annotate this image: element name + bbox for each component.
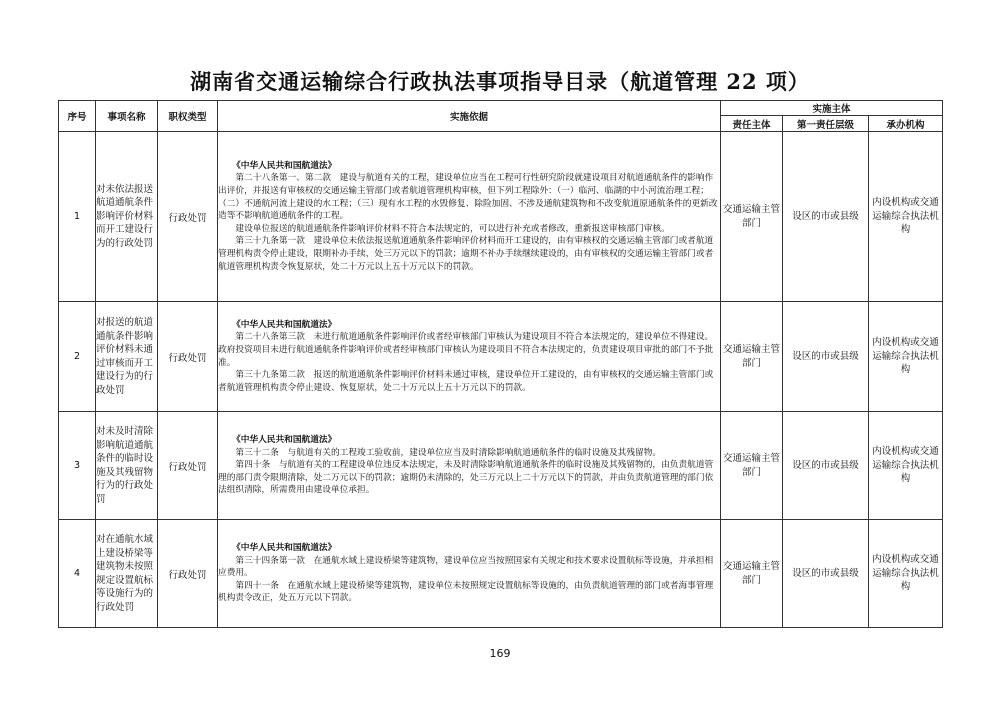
- row-organ: 内设机构或交通运输综合执法机构: [869, 520, 943, 628]
- row-responsible-subject: 交通运输主管部门: [721, 412, 783, 520]
- row-authority-type: 行政处罚: [158, 132, 218, 302]
- row-item-name: 对在通航水域上建设桥梁等建筑物未按照规定设置航标等设施行为的行政处罚: [96, 520, 158, 628]
- header-basis: 实施依据: [218, 101, 721, 132]
- header-type: 职权类型: [158, 101, 218, 132]
- row-first-level: 设区的市或县级: [783, 302, 869, 412]
- law-paragraph: 建设单位报送的航道通航条件影响评价材料不符合本法规定的，可以进行补充或者修改，重新报送审核部门审核。: [235, 223, 670, 234]
- table-row: [59, 302, 943, 412]
- row-authority-type: 行政处罚: [158, 412, 218, 520]
- law-title: 《中华人民共和国航道法》: [232, 435, 337, 446]
- row-organ: 内设机构或交通运输综合执法机构: [869, 132, 943, 302]
- row-legal-basis: [218, 412, 721, 520]
- row-responsible-subject: 交通运输主管部门: [721, 132, 783, 302]
- law-title: 《中华人民共和国航道法》: [232, 543, 337, 554]
- document-title: 湖南省交通运输综合行政执法事项指导目录（航道管理 22 项）: [190, 69, 810, 94]
- row-index: 4: [59, 520, 96, 628]
- row-organ: 内设机构或交通运输综合执法机构: [869, 302, 943, 412]
- law-paragraph: 第四十条 与航道有关的工程建设单位违反本法规定，未及时清除影响航道通航条件的临时设施及其残留物的，由负责航道管理的部门责令限期清除，处二万元以下的罚款；逾期仍未清除的，处三万元以上二十万元以下的罚款，并由负责航道管理的部门依法组织清除，所需费用由建设单位承担。: [218, 460, 714, 496]
- enforcement-table: [58, 100, 943, 628]
- row-legal-basis: [218, 132, 721, 302]
- row-item-name: 对报送的航道通航条件影响评价材料未通过审核而开工建设行为的行政处罚: [96, 302, 158, 412]
- row-first-level: 设区的市或县级: [783, 520, 869, 628]
- row-organ: 内设机构或交通运输综合执法机构: [869, 412, 943, 520]
- law-paragraph: 第二十八条第三款 未进行航道通航条件影响评价或者经审核部门审核认为建设项目不符合本法规定的，建设单位不得建设。政府投资项目未进行航道通航条件影响评价或者经审核部门审核认为建设项目不符合本法规定的，负责建设项目审批的部门不予批准。: [218, 332, 714, 368]
- header-index: 序号: [59, 101, 96, 132]
- law-title: 《中华人民共和国航道法》: [232, 160, 337, 171]
- law-title: 《中华人民共和国航道法》: [232, 319, 337, 330]
- header-row: [59, 101, 943, 116]
- row-index: 3: [59, 412, 96, 520]
- row-index: 2: [59, 302, 96, 412]
- row-first-level: 设区的市或县级: [783, 132, 869, 302]
- law-paragraph: 第三十九条第一款 建设单位未依法报送航道通航条件影响评价材料而开工建设的，由有审核权的交通运输主管部门或者航道管理机构责令停止建设，限期补办手续，处三万元以下的罚款；逾期不补办手续继续建设的，由有审核权的交通运输主管部门或者航道管理机构责令恢复原状，处二十万元以上五十万元以下的罚款。: [218, 236, 714, 272]
- row-item-name: 对未依法报送航道通航条件影响评价材料而开工建设行为的行政处罚: [96, 132, 158, 302]
- header-name: 事项名称: [96, 101, 158, 132]
- law-paragraph: 第四十一条 在通航水域上建设桥梁等建筑物，建设单位未按照规定设置航标等设施的，由负责航道管理的部门或者海事管理机构责令改正，处五万元以下罚款。: [218, 580, 714, 604]
- row-legal-basis: [218, 302, 721, 412]
- law-paragraph: 第二十八条第一、第二款 建设与航道有关的工程，建设单位应当在工程可行性研究阶段就建设项目对航道通航条件的影响作出评价，并报送有审核权的交通运输主管部门或者航道管理机构审核，但下列工程除外：（一）临河、临湖的中小河流治理工程；（二）不通航河流上建设的水工程；（三）现有水工程的水毁修复、除险加固、不涉及通航建筑物和不改变航道原通航条件的更新改造等不影响航道通航条件的工程。: [218, 173, 718, 222]
- row-authority-type: 行政处罚: [158, 520, 218, 628]
- table-row: [59, 412, 943, 520]
- law-paragraph: 第三十九条第二款 报送的航道通航条件影响评价材料未通过审核，建设单位开工建设的，由有审核权的交通运输主管部门或者航道管理机构责令停止建设、恢复原状，处二十万元以上五十万元以下的罚款。: [218, 370, 714, 393]
- header-first-level: 第一责任层级: [783, 116, 869, 132]
- row-responsible-subject: 交通运输主管部门: [721, 302, 783, 412]
- row-authority-type: 行政处罚: [158, 302, 218, 412]
- row-index: 1: [59, 132, 96, 302]
- row-responsible-subject: 交通运输主管部门: [721, 520, 783, 628]
- table-row: [59, 520, 943, 628]
- row-legal-basis: [218, 520, 721, 628]
- header-responsible: 责任主体: [721, 116, 783, 132]
- law-paragraph: 第三十四条第一款 在通航水域上建设桥梁等建筑物，建设单位应当按照国家有关规定和技术要求设置航标等设施，并承担相应费用。: [218, 555, 714, 579]
- header-organ: 承办机构: [869, 116, 943, 132]
- law-paragraph: 第三十二条 与航道有关的工程竣工验收前，建设单位应当及时清除影响航道通航条件的临时设施及其残留物。: [235, 447, 662, 458]
- page-number: 169: [489, 647, 511, 660]
- row-first-level: 设区的市或县级: [783, 412, 869, 520]
- header-subject-group: 实施主体: [721, 101, 943, 116]
- table-row: [59, 132, 943, 302]
- row-item-name: 对未及时清除影响航道通航条件的临时设施及其残留物行为的行政处罚: [96, 412, 158, 520]
